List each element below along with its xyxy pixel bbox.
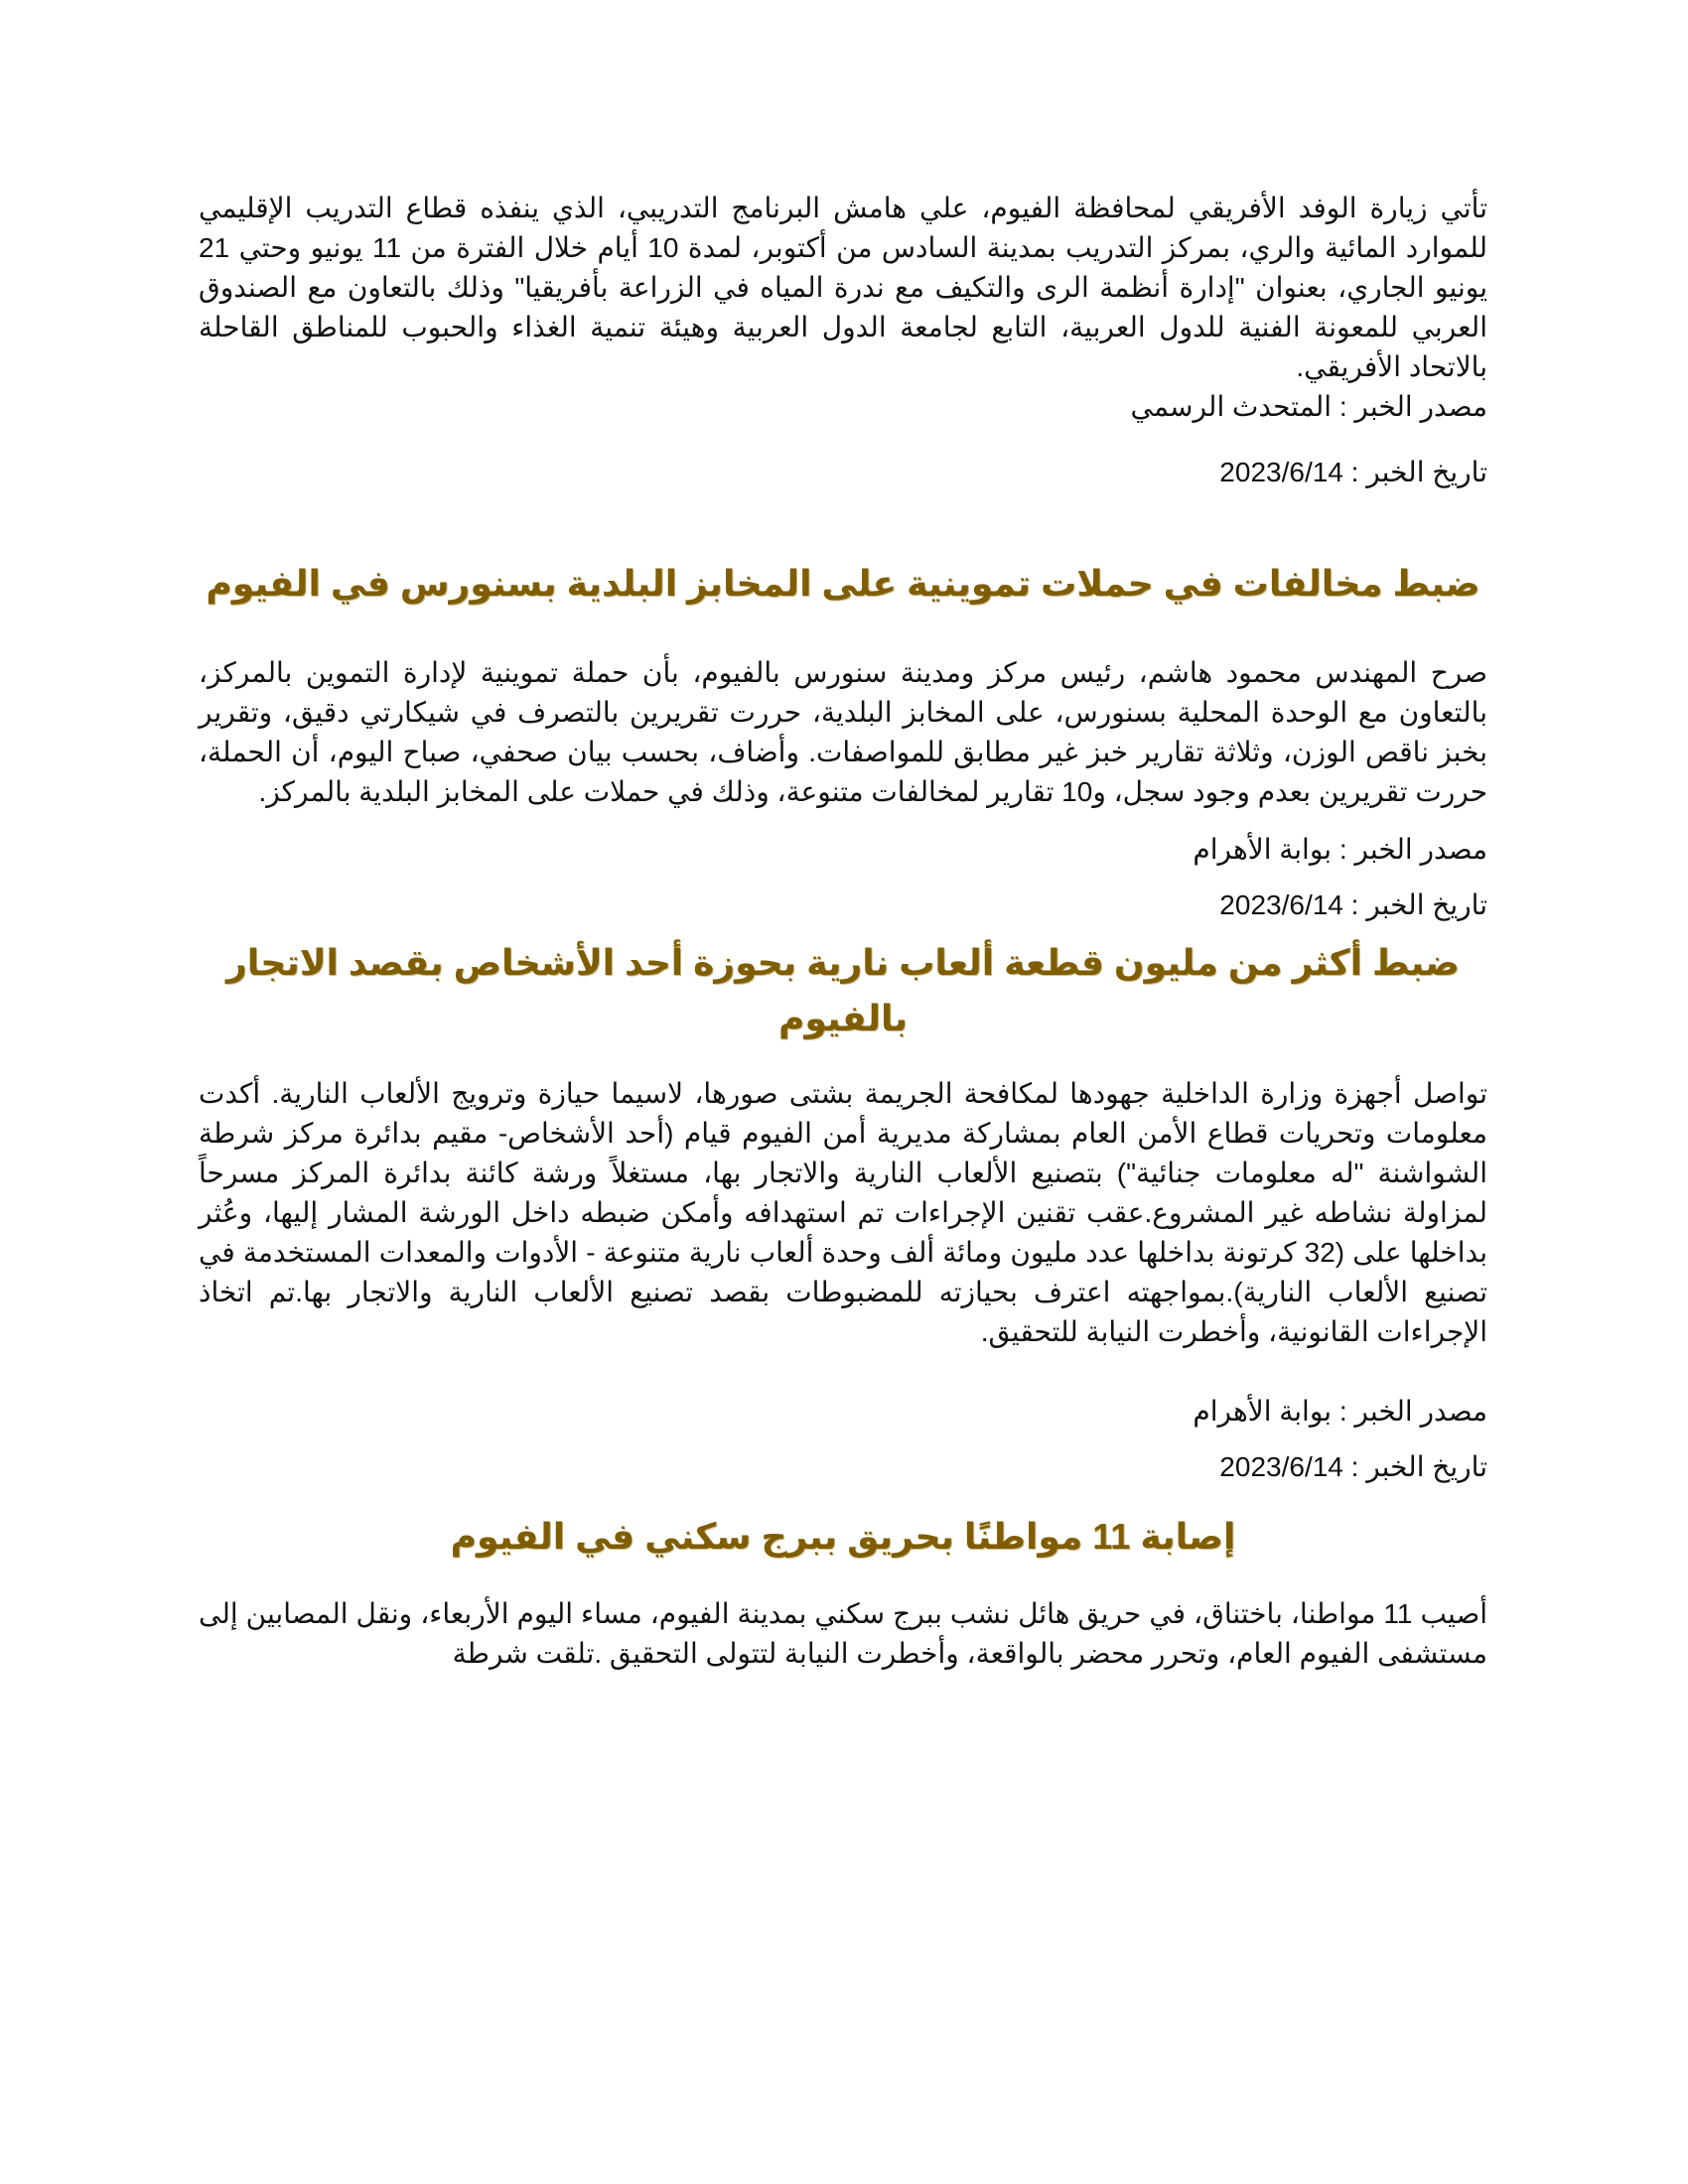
article-date: تاريخ الخبر : 2023/6/14 bbox=[1219, 889, 1487, 920]
article-body: تأتي زيارة الوفد الأفريقي لمحافظة الفيوم، علي هامش البرنامج التدريبي، الذي ينفذه قطاع التدريب الإقليمي للموارد المائية والري، بمركز التدريب بمدينة السادس من أكتوبر، لمدة 10 أيام خلال الفترة من 11 يونيو وحتي 21 يونيو الجاري، بعنوان "إدارة أنظمة الرى والتكيف مع ندرة المياه في الزراعة بأفريقيا" وذلك بالتعاون مع الصندوق العربي للمعونة الفنية للدول العربية، التابع لجامعة الدول العربية وهيئة تنمية الغذاء والحبوب للمناطق القاحلة بالاتحاد الأفريقي. bbox=[199, 193, 1487, 382]
article-source: مصدر الخبر : بوابة الأهرام bbox=[1193, 1396, 1487, 1427]
article-title: ضبط أكثر من مليون قطعة ألعاب نارية بحوزة أحد الأشخاص بقصد الاتجار بالفيوم bbox=[226, 942, 1460, 1038]
article-4 bbox=[199, 1509, 1487, 1674]
article-body: صرح المهندس محمود هاشم، رئيس مركز ومدينة سنورس بالفيوم، بأن حملة تموينية لإدارة التموين بالمركز، بالتعاون مع الوحدة المحلية بسنورس، على المخابز البلدية، حررت تقريرين بالتصرف في شيكارتي دقيق، وتقرير بخبز ناقص الوزن، وثلاثة تقارير خبز غير مطابق للمواصفات. وأضاف، بحسب بيان صحفي، صباح اليوم، أن الحملة، حررت تقريرين بعدم وجود سجل، و10 تقارير لمخالفات متنوعة، وذلك في حملات على المخابز البلدية بالمركز. bbox=[199, 657, 1487, 807]
document-page bbox=[199, 189, 1487, 1674]
article-source: مصدر الخبر : المتحدث الرسمي bbox=[1130, 391, 1487, 422]
article-source: مصدر الخبر : بوابة الأهرام bbox=[1193, 834, 1487, 865]
article-1 bbox=[199, 189, 1487, 492]
article-body: تواصل أجهزة وزارة الداخلية جهودها لمكافحة الجريمة بشتى صورها، لاسيما حيازة وترويج الألعاب النارية. أكدت معلومات وتحريات قطاع الأمن العام بمشاركة مديرية أمن الفيوم قيام (أحد الأشخاص- مقيم بدائرة مركز شرطة الشواشنة "له معلومات جنائية") بتصنيع الألعاب النارية والاتجار بها، مستغلاً ورشة كائنة بدائرة المركز مسرحاً لمزاولة نشاطه غير المشروع.عقب تقنين الإجراءات تم استهدافه وأمكن ضبطه داخل الورشة المشار إليها، وعُثر بداخلها على (32 كرتونة بداخلها عدد مليون ومائة ألف وحدة ألعاب نارية متنوعة - الأدوات والمعدات المستخدمة في تصنيع الألعاب النارية).بمواجهته اعترف بحيازته للمضبوطات بقصد تصنيع الألعاب النارية والاتجار بها.تم اتخاذ الإجراءات القانونية، وأخطرت النيابة للتحقيق. bbox=[199, 1078, 1488, 1347]
article-title: إصابة 11 مواطنًا بحريق ببرج سكني في الفيوم bbox=[450, 1516, 1236, 1557]
article-2 bbox=[199, 556, 1487, 925]
article-date: تاريخ الخبر : 2023/6/14 bbox=[1219, 457, 1487, 487]
article-3 bbox=[199, 935, 1487, 1487]
article-body: أصيب 11 مواطنا، باختناق، في حريق هائل نشب ببرج سكني بمدينة الفيوم، مساء اليوم الأربعاء، ونقل المصابين إلى مستشفى الفيوم العام، وتحرر محضر بالواقعة، وأخطرت النيابة لتتولى التحقيق .تلقت شرطة bbox=[199, 1598, 1487, 1669]
article-date: تاريخ الخبر : 2023/6/14 bbox=[1219, 1451, 1487, 1482]
article-title: ضبط مخالفات في حملات تموينية على المخابز البلدية بسنورس في الفيوم bbox=[206, 563, 1480, 604]
